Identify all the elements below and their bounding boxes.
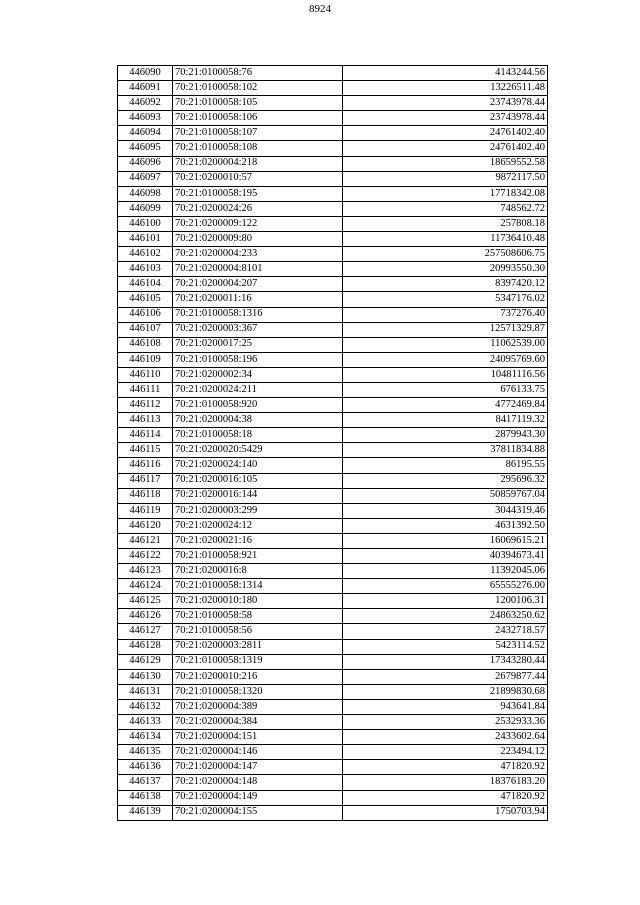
- row-number-cell: 446109: [118, 352, 173, 367]
- value-cell: 4143244.56: [343, 66, 548, 81]
- table-row: [118, 171, 548, 186]
- row-number-cell: 446091: [118, 81, 173, 96]
- table-row: [118, 805, 548, 820]
- value-cell: 748562.72: [343, 201, 548, 216]
- cadastral-number-cell: 70:21:0200004:384: [173, 715, 343, 730]
- table-row: [118, 111, 548, 126]
- table-row: [118, 654, 548, 669]
- value-cell: 5347176.02: [343, 292, 548, 307]
- value-cell: 13226511.48: [343, 81, 548, 96]
- row-number-cell: 446103: [118, 262, 173, 277]
- cadastral-number-cell: 70:21:0200004:148: [173, 775, 343, 790]
- value-cell: 17343280.44: [343, 654, 548, 669]
- cadastral-number-cell: 70:21:0200016:8: [173, 564, 343, 579]
- table-row: [118, 760, 548, 775]
- value-cell: 50859767.04: [343, 488, 548, 503]
- value-cell: 23743978.44: [343, 96, 548, 111]
- row-number-cell: 446115: [118, 443, 173, 458]
- cadastral-number-cell: 70:21:0200004:233: [173, 247, 343, 262]
- row-number-cell: 446112: [118, 398, 173, 413]
- cadastral-number-cell: 70:21:0100058:76: [173, 66, 343, 81]
- row-number-cell: 446108: [118, 337, 173, 352]
- row-number-cell: 446129: [118, 654, 173, 669]
- registry-table: [117, 65, 548, 821]
- row-number-cell: 446128: [118, 639, 173, 654]
- cadastral-number-cell: 70:21:0200004:207: [173, 277, 343, 292]
- cadastral-number-cell: 70:21:0200016:105: [173, 473, 343, 488]
- row-number-cell: 446136: [118, 760, 173, 775]
- row-number-cell: 446104: [118, 277, 173, 292]
- value-cell: 20993550.30: [343, 262, 548, 277]
- value-cell: 37811834.88: [343, 443, 548, 458]
- row-number-cell: 446092: [118, 96, 173, 111]
- cadastral-number-cell: 70:21:0100058:107: [173, 126, 343, 141]
- value-cell: 223494.12: [343, 745, 548, 760]
- table-row: [118, 699, 548, 714]
- row-number-cell: 446119: [118, 503, 173, 518]
- row-number-cell: 446111: [118, 382, 173, 397]
- cadastral-number-cell: 70:21:0200004:218: [173, 156, 343, 171]
- value-cell: 8417119.32: [343, 413, 548, 428]
- table-row: [118, 382, 548, 397]
- cadastral-number-cell: 70:21:0200020:5429: [173, 443, 343, 458]
- value-cell: 24761402.40: [343, 141, 548, 156]
- row-number-cell: 446093: [118, 111, 173, 126]
- table-row: [118, 322, 548, 337]
- table-row: [118, 518, 548, 533]
- cadastral-number-cell: 70:21:0100058:1320: [173, 684, 343, 699]
- cadastral-number-cell: 70:21:0200010:57: [173, 171, 343, 186]
- table-row: [118, 533, 548, 548]
- value-cell: 676133.75: [343, 382, 548, 397]
- cadastral-number-cell: 70:21:0100058:58: [173, 609, 343, 624]
- cadastral-number-cell: 70:21:0200004:38: [173, 413, 343, 428]
- row-number-cell: 446134: [118, 730, 173, 745]
- table-row: [118, 790, 548, 805]
- table-row: [118, 428, 548, 443]
- table-row: [118, 775, 548, 790]
- value-cell: 11736410.48: [343, 232, 548, 247]
- table-row: [118, 141, 548, 156]
- row-number-cell: 446138: [118, 790, 173, 805]
- value-cell: 21899830.68: [343, 684, 548, 699]
- table-row: [118, 201, 548, 216]
- cadastral-number-cell: 70:21:0100058:105: [173, 96, 343, 111]
- cadastral-number-cell: 70:21:0200024:26: [173, 201, 343, 216]
- cadastral-number-cell: 70:21:0200003:367: [173, 322, 343, 337]
- row-number-cell: 446105: [118, 292, 173, 307]
- value-cell: 40394673.41: [343, 549, 548, 564]
- value-cell: 257808.18: [343, 216, 548, 231]
- cadastral-number-cell: 70:21:0100058:195: [173, 186, 343, 201]
- value-cell: 2879943.30: [343, 428, 548, 443]
- cadastral-number-cell: 70:21:0200016:144: [173, 488, 343, 503]
- cadastral-number-cell: 70:21:0200024:140: [173, 458, 343, 473]
- row-number-cell: 446131: [118, 684, 173, 699]
- cadastral-number-cell: 70:21:0200017:25: [173, 337, 343, 352]
- table-row: [118, 684, 548, 699]
- row-number-cell: 446135: [118, 745, 173, 760]
- table-row: [118, 745, 548, 760]
- row-number-cell: 446125: [118, 594, 173, 609]
- value-cell: 16069615.21: [343, 533, 548, 548]
- value-cell: 11392045.06: [343, 564, 548, 579]
- value-cell: 11062539.00: [343, 337, 548, 352]
- cadastral-number-cell: 70:21:0100058:921: [173, 549, 343, 564]
- cadastral-number-cell: 70:21:0200004:149: [173, 790, 343, 805]
- row-number-cell: 446090: [118, 66, 173, 81]
- row-number-cell: 446132: [118, 699, 173, 714]
- row-number-cell: 446099: [118, 201, 173, 216]
- row-number-cell: 446116: [118, 458, 173, 473]
- cadastral-number-cell: 70:21:0200004:155: [173, 805, 343, 820]
- row-number-cell: 446133: [118, 715, 173, 730]
- row-number-cell: 446095: [118, 141, 173, 156]
- value-cell: 2679877.44: [343, 669, 548, 684]
- row-number-cell: 446113: [118, 413, 173, 428]
- value-cell: 4772469.84: [343, 398, 548, 413]
- cadastral-number-cell: 70:21:0100058:196: [173, 352, 343, 367]
- row-number-cell: 446127: [118, 624, 173, 639]
- cadastral-number-cell: 70:21:0100058:1314: [173, 579, 343, 594]
- table-row: [118, 458, 548, 473]
- row-number-cell: 446106: [118, 307, 173, 322]
- value-cell: 4631392.50: [343, 518, 548, 533]
- cadastral-number-cell: 70:21:0200004:146: [173, 745, 343, 760]
- cadastral-number-cell: 70:21:0100058:920: [173, 398, 343, 413]
- table-row: [118, 564, 548, 579]
- value-cell: 2433602.64: [343, 730, 548, 745]
- row-number-cell: 446122: [118, 549, 173, 564]
- table-row: [118, 730, 548, 745]
- cadastral-number-cell: 70:21:0200021:16: [173, 533, 343, 548]
- cadastral-number-cell: 70:21:0100058:1316: [173, 307, 343, 322]
- table-row: [118, 443, 548, 458]
- table-row: [118, 473, 548, 488]
- table-row: [118, 307, 548, 322]
- value-cell: 2432718.57: [343, 624, 548, 639]
- table-row: [118, 81, 548, 96]
- cadastral-number-cell: 70:21:0200004:8101: [173, 262, 343, 277]
- table-row: [118, 156, 548, 171]
- table-row: [118, 352, 548, 367]
- value-cell: 2532933.36: [343, 715, 548, 730]
- row-number-cell: 446126: [118, 609, 173, 624]
- cadastral-number-cell: 70:21:0200003:2811: [173, 639, 343, 654]
- cadastral-number-cell: 70:21:0200004:147: [173, 760, 343, 775]
- cadastral-number-cell: 70:21:0200003:299: [173, 503, 343, 518]
- value-cell: 10481116.56: [343, 367, 548, 382]
- table-row: [118, 337, 548, 352]
- cadastral-number-cell: 70:21:0100058:106: [173, 111, 343, 126]
- table-row: [118, 367, 548, 382]
- value-cell: 24761402.40: [343, 126, 548, 141]
- cadastral-number-cell: 70:21:0200011:16: [173, 292, 343, 307]
- value-cell: 12571329.87: [343, 322, 548, 337]
- cadastral-number-cell: 70:21:0200004:389: [173, 699, 343, 714]
- row-number-cell: 446100: [118, 216, 173, 231]
- row-number-cell: 446102: [118, 247, 173, 262]
- table-row: [118, 579, 548, 594]
- row-number-cell: 446137: [118, 775, 173, 790]
- value-cell: 9872117.50: [343, 171, 548, 186]
- row-number-cell: 446097: [118, 171, 173, 186]
- table-row: [118, 398, 548, 413]
- table-body: [118, 66, 548, 821]
- table-row: [118, 488, 548, 503]
- cadastral-number-cell: 70:21:0200024:211: [173, 382, 343, 397]
- row-number-cell: 446114: [118, 428, 173, 443]
- cadastral-number-cell: 70:21:0100058:102: [173, 81, 343, 96]
- cadastral-number-cell: 70:21:0200009:80: [173, 232, 343, 247]
- value-cell: 943641.84: [343, 699, 548, 714]
- cadastral-number-cell: 70:21:0100058:18: [173, 428, 343, 443]
- value-cell: 3044319.46: [343, 503, 548, 518]
- value-cell: 24863250.62: [343, 609, 548, 624]
- value-cell: 86195.55: [343, 458, 548, 473]
- cadastral-number-cell: 70:21:0200024:12: [173, 518, 343, 533]
- value-cell: 737276.40: [343, 307, 548, 322]
- table-row: [118, 624, 548, 639]
- row-number-cell: 446123: [118, 564, 173, 579]
- row-number-cell: 446110: [118, 367, 173, 382]
- value-cell: 23743978.44: [343, 111, 548, 126]
- cadastral-number-cell: 70:21:0100058:108: [173, 141, 343, 156]
- row-number-cell: 446117: [118, 473, 173, 488]
- table-row: [118, 609, 548, 624]
- value-cell: 18376183.20: [343, 775, 548, 790]
- value-cell: 17718342.08: [343, 186, 548, 201]
- table-row: [118, 216, 548, 231]
- table-row: [118, 413, 548, 428]
- table-row: [118, 186, 548, 201]
- cadastral-number-cell: 70:21:0200009:122: [173, 216, 343, 231]
- cadastral-number-cell: 70:21:0100058:56: [173, 624, 343, 639]
- cadastral-number-cell: 70:21:0200010:180: [173, 594, 343, 609]
- table-row: [118, 66, 548, 81]
- value-cell: 1750703.94: [343, 805, 548, 820]
- value-cell: 18659552.58: [343, 156, 548, 171]
- table-row: [118, 262, 548, 277]
- table-row: [118, 292, 548, 307]
- page-number: 8924: [309, 3, 331, 15]
- row-number-cell: 446139: [118, 805, 173, 820]
- table-row: [118, 96, 548, 111]
- row-number-cell: 446120: [118, 518, 173, 533]
- table-row: [118, 715, 548, 730]
- value-cell: 65555276.00: [343, 579, 548, 594]
- table-row: [118, 277, 548, 292]
- value-cell: 257508606.75: [343, 247, 548, 262]
- row-number-cell: 446096: [118, 156, 173, 171]
- row-number-cell: 446094: [118, 126, 173, 141]
- value-cell: 5423114.52: [343, 639, 548, 654]
- table-row: [118, 669, 548, 684]
- table-row: [118, 232, 548, 247]
- row-number-cell: 446130: [118, 669, 173, 684]
- row-number-cell: 446098: [118, 186, 173, 201]
- row-number-cell: 446121: [118, 533, 173, 548]
- row-number-cell: 446107: [118, 322, 173, 337]
- value-cell: 471820.92: [343, 790, 548, 805]
- table-row: [118, 549, 548, 564]
- table-row: [118, 639, 548, 654]
- table-row: [118, 247, 548, 262]
- value-cell: 1200106.31: [343, 594, 548, 609]
- value-cell: 471820.92: [343, 760, 548, 775]
- cadastral-number-cell: 70:21:0200004:151: [173, 730, 343, 745]
- cadastral-number-cell: 70:21:0200010:216: [173, 669, 343, 684]
- cadastral-number-cell: 70:21:0200002:34: [173, 367, 343, 382]
- row-number-cell: 446124: [118, 579, 173, 594]
- row-number-cell: 446101: [118, 232, 173, 247]
- value-cell: 8397420.12: [343, 277, 548, 292]
- value-cell: 295696.32: [343, 473, 548, 488]
- table-row: [118, 126, 548, 141]
- table-row: [118, 594, 548, 609]
- table-row: [118, 503, 548, 518]
- value-cell: 24095769.60: [343, 352, 548, 367]
- row-number-cell: 446118: [118, 488, 173, 503]
- cadastral-number-cell: 70:21:0100058:1319: [173, 654, 343, 669]
